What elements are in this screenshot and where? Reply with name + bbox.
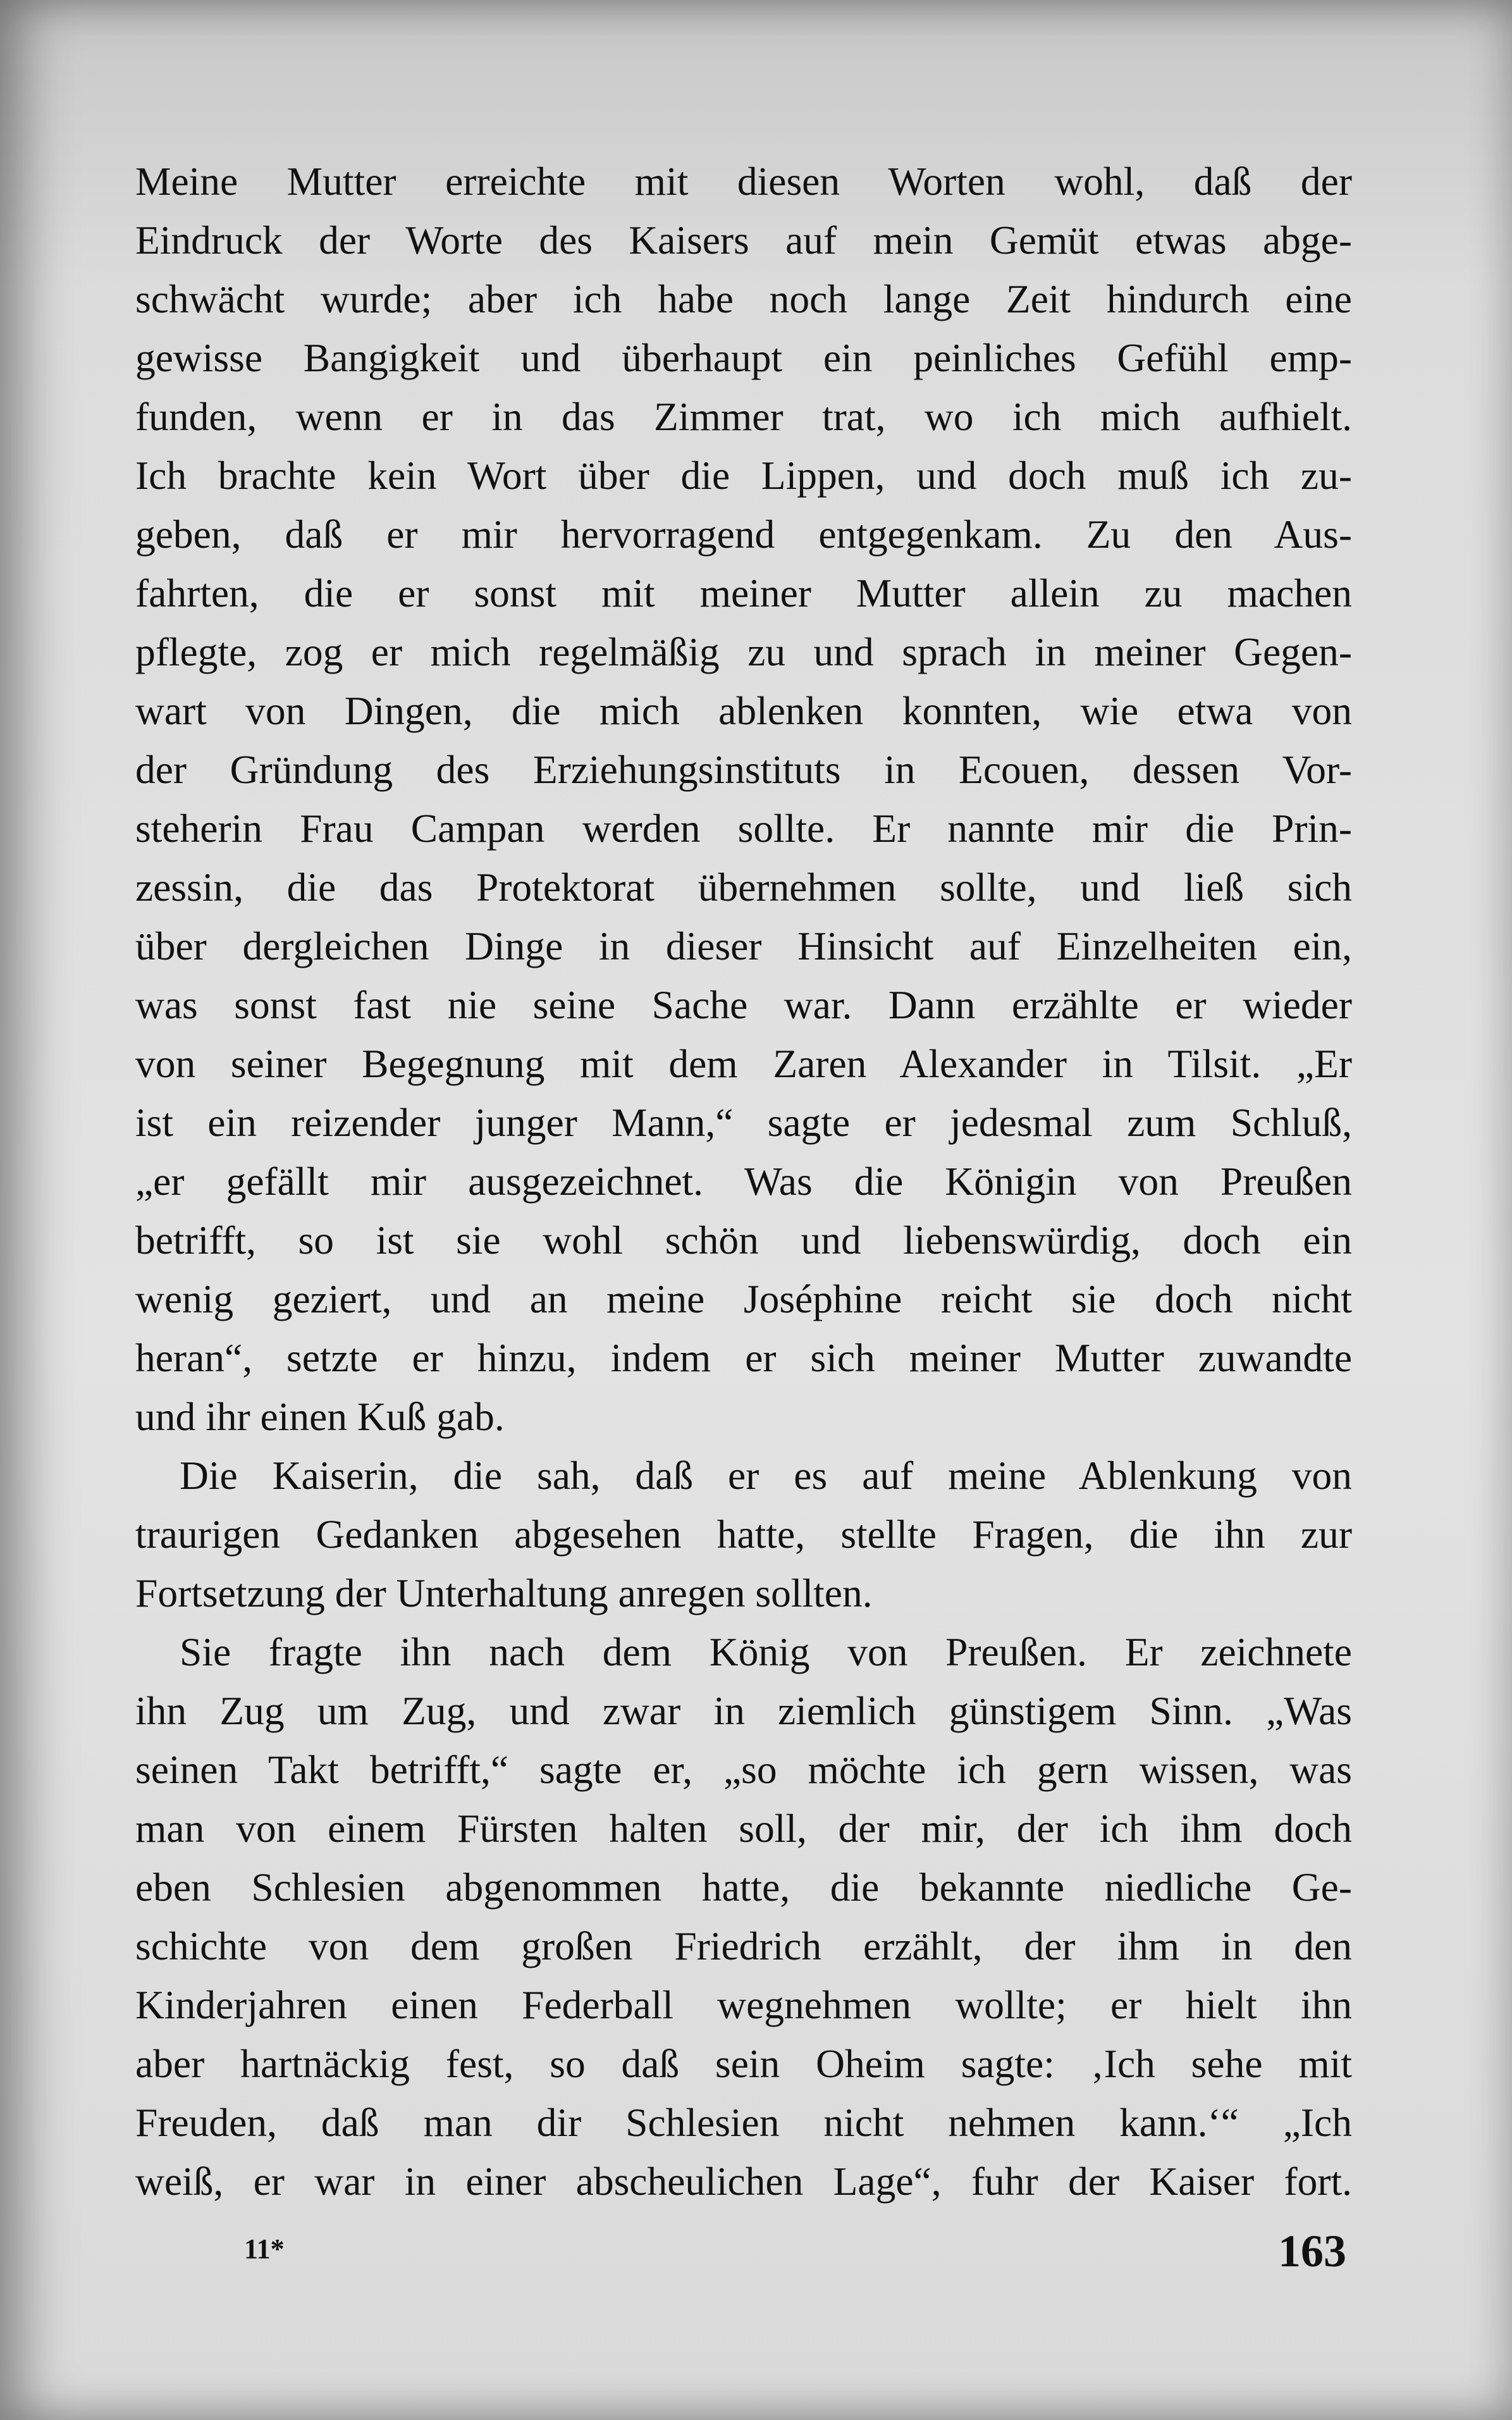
signature-mark: 11* [244,2233,285,2264]
text-line: wart von Dingen, die mich ablenken konnten, wie etwa von [135,688,1352,733]
text-line: betrifft, so ist sie wohl schön und liebenswürdig, doch ein [135,1218,1352,1262]
text-line: Die Kaiserin, die sah, daß er es auf meine Ablenkung von [180,1453,1352,1498]
text-line: von seiner Begegnung mit dem Zaren Alexander in Tilsit. „Er [135,1041,1352,1086]
text-line: über dergleichen Dinge in dieser Hinsicht auf Einzelheiten ein, [135,923,1352,968]
text-line: der Gründung des Erziehungsinstituts in Ecouen, dessen Vor- [135,747,1352,792]
text-line: ihn Zug um Zug, und zwar in ziemlich günstigem Sinn. „Was [135,1688,1352,1733]
text-line: Ich brachte kein Wort über die Lippen, und doch muß ich zu- [135,453,1352,498]
text-line: ist ein reizender junger Mann,“ sagte er jedesmal zum Schluß, [135,1100,1352,1145]
text-line: steherin Frau Campan werden sollte. Er nannte mir die Prin- [135,806,1352,851]
text-line: funden, wenn er in das Zimmer trat, wo ich mich aufhielt. [135,394,1352,439]
text-line: „er gefällt mir ausgezeichnet. Was die Königin von Preußen [135,1159,1352,1204]
text-line: pflegte, zog er mich regelmäßig zu und sprach in meiner Gegen- [135,629,1352,674]
page-number: 163 [1278,2226,1346,2276]
text-line: man von einem Fürsten halten soll, der mir, der ich ihm doch [135,1806,1352,1851]
text-line: und ihr einen Kuß gab. [135,1394,505,1439]
text-line: seinen Takt betrifft,“ sagte er, „so möchte ich gern wissen, was [135,1747,1352,1792]
text-line: schwächt wurde; aber ich habe noch lange Zeit hindurch eine [135,276,1352,321]
text-line: Fortsetzung der Unterhaltung anregen sollten. [135,1571,873,1615]
text-line: schichte von dem großen Friedrich erzählt, der ihm in den [135,1923,1352,1968]
text-line: Meine Mutter erreichte mit diesen Worten wohl, daß der [135,159,1352,204]
text-line: aber hartnäckig fest, so daß sein Oheim sagte: ‚Ich sehe mit [135,2041,1352,2086]
text-line: eben Schlesien abgenommen hatte, die bekannte niedliche Ge- [135,1865,1352,1910]
text-line: was sonst fast nie seine Sache war. Dann erzählte er wieder [135,982,1352,1027]
text-line: Eindruck der Worte des Kaisers auf mein Gemüt etwas abge- [135,218,1352,262]
text-line: gewisse Bangigkeit und überhaupt ein peinliches Gefühl emp- [135,335,1352,380]
text-line: traurigen Gedanken abgesehen hatte, stellte Fragen, die ihn zur [135,1512,1352,1557]
text-line: weiß, er war in einer abscheulichen Lage“, fuhr der Kaiser fort. [135,2159,1352,2204]
text-line: Kinderjahren einen Federball wegnehmen wollte; er hielt ihn [135,1982,1352,2027]
text-line: fahrten, die er sonst mit meiner Mutter allein zu machen [135,571,1352,615]
body-text [135,152,1352,2211]
text-line: Freuden, daß man dir Schlesien nicht nehmen kann.‘“ „Ich [135,2100,1352,2145]
text-line: geben, daß er mir hervorragend entgegenkam. Zu den Aus- [135,512,1352,557]
text-line: wenig geziert, und an meine Joséphine reicht sie doch nicht [135,1276,1352,1321]
text-line: heran“, setzte er hinzu, indem er sich meiner Mutter zuwandte [135,1335,1352,1380]
text-line: Sie fragte ihn nach dem König von Preußen. Er zeichnete [180,1629,1352,1674]
text-line: zessin, die das Protektorat übernehmen sollte, und ließ sich [135,865,1352,910]
